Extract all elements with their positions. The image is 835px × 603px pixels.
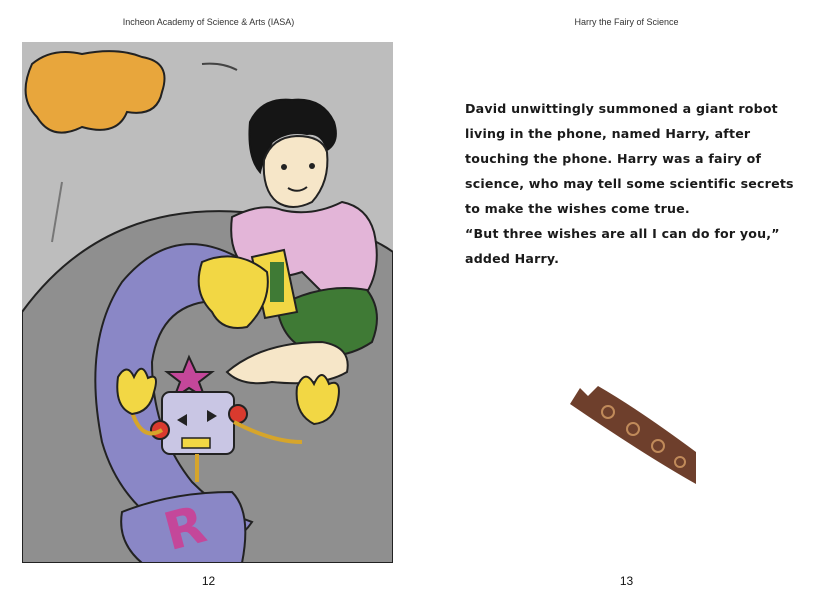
story-text [465, 96, 805, 271]
phone-screen [270, 262, 284, 302]
story-paragraph: “But three wishes are all I can do for you,” added Harry. [465, 226, 780, 266]
robot-mouth [182, 438, 210, 448]
branch-illustration [558, 374, 698, 484]
story-illustration [22, 42, 393, 563]
illustration-drawing [22, 42, 393, 563]
orange-cloud [26, 51, 165, 133]
page-number-right: 13 [619, 574, 634, 588]
boy-face [264, 136, 328, 207]
running-head-right: Harry the Fairy of Science [574, 17, 679, 27]
motion-line [202, 64, 237, 70]
boy-eye [309, 163, 315, 169]
boy-eye [281, 164, 287, 170]
robot-ear-right [229, 405, 247, 423]
page-number-left: 12 [201, 574, 216, 588]
left-page [0, 0, 417, 603]
running-head-left: Incheon Academy of Science & Arts (IASA) [122, 17, 295, 27]
story-paragraph: David unwittingly summoned a giant robot living in the phone, named Harry, after touching the phone. Harry was a fairy of science, who may tell some scientific secrets to make the wishes come true. [465, 101, 794, 216]
right-page [418, 0, 835, 603]
motion-line [52, 182, 62, 242]
cape-letter: R [157, 494, 213, 563]
